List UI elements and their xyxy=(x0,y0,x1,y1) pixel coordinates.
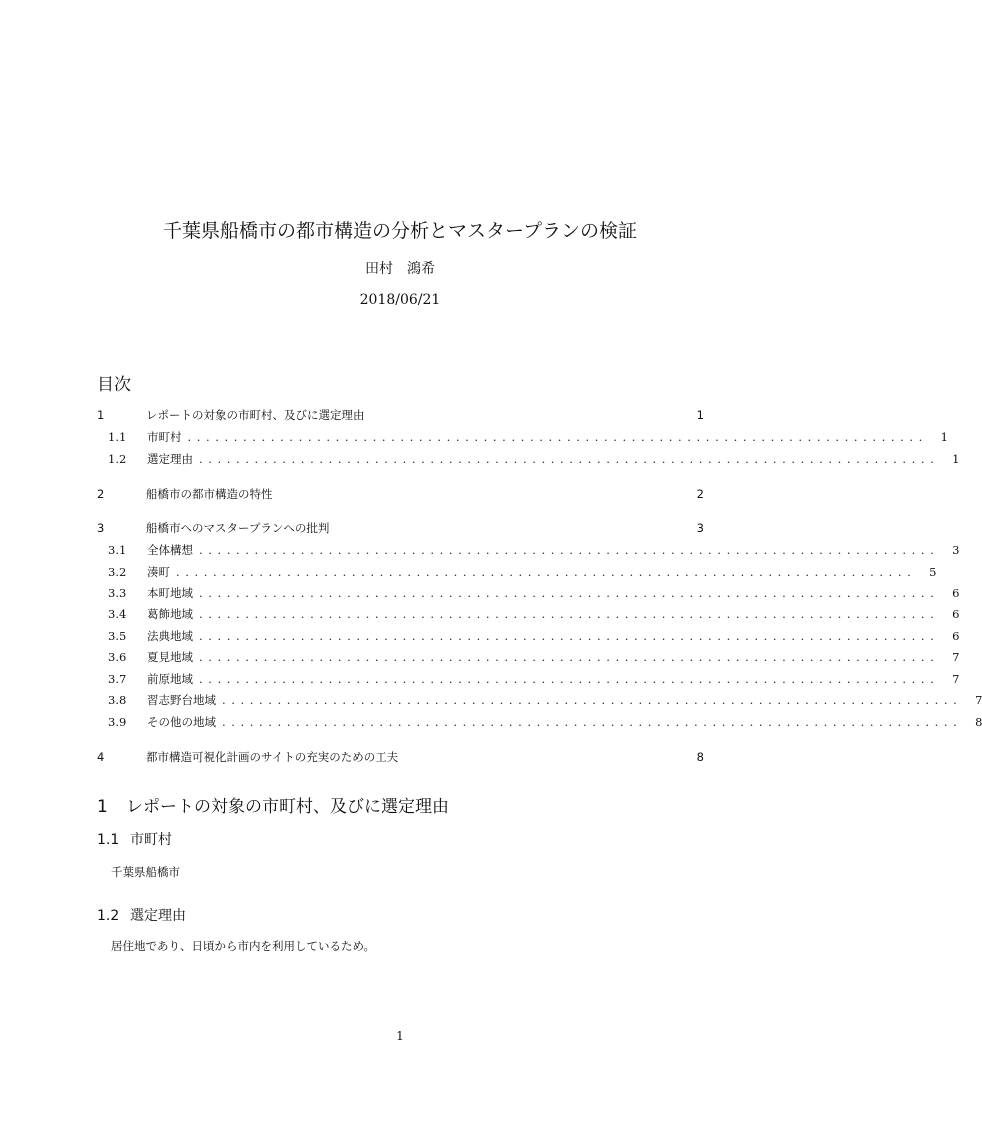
toc-entry-page: 8 xyxy=(975,715,982,729)
toc-entry[interactable] xyxy=(97,451,960,471)
toc-entry-title: 習志野台地域 xyxy=(147,693,216,707)
section-title: レポートの対象の市町村、及びに選定理由 xyxy=(126,797,449,817)
toc-entry[interactable] xyxy=(97,564,937,584)
toc-leader-dots: ................................................................................ xyxy=(199,650,940,664)
toc-entry-number: 1 xyxy=(97,408,105,422)
toc-leader-dots: ................................................................................ xyxy=(176,565,917,579)
subsection-number: 1.1 xyxy=(97,832,120,848)
toc-leader-dots: ................................................................................ xyxy=(199,607,940,621)
toc-entry-page: 6 xyxy=(952,629,960,643)
toc-entry-page: 6 xyxy=(952,607,960,621)
toc-entry-title: 湊町 xyxy=(147,565,170,579)
toc-entry-page: 1 xyxy=(696,408,704,422)
document-title: 千葉県船橋市の都市構造の分析とマスタープランの検証 xyxy=(162,220,638,242)
toc-entry-number: 3.1 xyxy=(108,543,127,557)
toc-entry-number: 3.4 xyxy=(108,607,127,621)
toc-entry-number: 4 xyxy=(97,750,105,764)
toc-entry-title: 選定理由 xyxy=(147,452,193,466)
toc-entry-page: 7 xyxy=(952,650,960,664)
toc-entry[interactable] xyxy=(97,606,960,626)
toc-entry[interactable] xyxy=(97,749,704,769)
toc-entry-number: 3.3 xyxy=(108,586,127,600)
page-number: 1 xyxy=(396,1029,404,1043)
toc-entry-title: 全体構想 xyxy=(147,543,193,557)
toc-entry[interactable] xyxy=(97,671,960,691)
toc-leader-dots: ................................................................................ xyxy=(222,715,963,729)
toc-entry-number: 3.5 xyxy=(108,629,127,643)
subsection-title: 市町村 xyxy=(130,832,172,848)
toc-entry-number: 3.8 xyxy=(108,693,127,707)
toc-entry-title: その他の地域 xyxy=(147,715,216,729)
toc-entry-title: 葛飾地域 xyxy=(147,607,193,621)
toc-entry-number: 3.2 xyxy=(108,565,127,579)
toc-entry-title: 都市構造可視化計画のサイトの充実のための工夫 xyxy=(146,750,399,764)
section-heading xyxy=(97,792,449,817)
toc-entry-title: 船橋市へのマスタープランへの批判 xyxy=(146,521,330,535)
toc-entry-number: 1.2 xyxy=(108,452,127,466)
toc-entry-number: 1.1 xyxy=(108,430,127,444)
toc-leader-dots: ................................................................................ xyxy=(199,543,940,557)
toc-entry-number: 2 xyxy=(97,487,105,501)
toc-entry-number: 3.6 xyxy=(108,650,127,664)
toc-entry-page: 7 xyxy=(952,672,960,686)
toc-entry-title: 法典地域 xyxy=(147,629,193,643)
subsection-number: 1.2 xyxy=(97,908,120,924)
section-number: 1 xyxy=(97,797,108,817)
toc-leader-dots: ................................................................................ xyxy=(199,672,940,686)
toc-entry-page: 2 xyxy=(696,487,704,501)
toc-entry-page: 8 xyxy=(696,750,704,764)
toc-entry-title: 市町村 xyxy=(147,430,182,444)
paragraph: 千葉県船橋市 xyxy=(111,865,180,879)
toc-entry-number: 3.9 xyxy=(108,715,127,729)
toc-entry-title: 本町地域 xyxy=(147,586,193,600)
document-date: 2018/06/21 xyxy=(359,292,441,308)
toc-entry-number: 3 xyxy=(97,521,105,535)
toc-leader-dots: ................................................................................ xyxy=(187,430,928,444)
toc-entry-title: 前原地域 xyxy=(147,672,193,686)
toc-entry[interactable] xyxy=(97,407,704,427)
toc-entry-page: 3 xyxy=(696,521,704,535)
toc-entry[interactable] xyxy=(97,692,982,712)
toc-leader-dots: ................................................................................ xyxy=(222,693,963,707)
toc-entry-page: 1 xyxy=(940,430,948,444)
toc-entry[interactable] xyxy=(97,486,704,506)
toc-entry[interactable] xyxy=(97,628,960,648)
toc-entry[interactable] xyxy=(97,585,960,605)
toc-entry-page: 1 xyxy=(952,452,960,466)
toc-heading: 目次 xyxy=(97,375,131,395)
toc-leader-dots: ................................................................................ xyxy=(199,629,940,643)
subsection-title: 選定理由 xyxy=(130,908,186,924)
toc-entry[interactable] xyxy=(97,649,960,669)
toc-entry[interactable] xyxy=(97,520,704,540)
document-author: 田村 鴻希 xyxy=(365,261,435,277)
toc-entry-page: 5 xyxy=(929,565,937,579)
paragraph: 居住地であり、日頃から市内を利用しているため。 xyxy=(111,939,376,953)
toc-entry-page: 3 xyxy=(952,543,960,557)
subsection-heading xyxy=(97,829,172,849)
toc-entry-page: 6 xyxy=(952,586,960,600)
toc-leader-dots: ................................................................................ xyxy=(199,586,940,600)
toc-entry-page: 7 xyxy=(975,693,982,707)
toc-entry-title: 夏見地域 xyxy=(147,650,193,664)
toc-entry-number: 3.7 xyxy=(108,672,127,686)
toc-leader-dots: ................................................................................ xyxy=(199,452,940,466)
toc-entry-title: 船橋市の都市構造の特性 xyxy=(146,487,273,501)
toc-entry[interactable] xyxy=(97,429,948,449)
toc-entry[interactable] xyxy=(97,542,960,562)
toc-entry-title: レポートの対象の市町村、及びに選定理由 xyxy=(146,408,365,422)
toc-entry[interactable] xyxy=(97,714,982,734)
subsection-heading xyxy=(97,905,186,925)
